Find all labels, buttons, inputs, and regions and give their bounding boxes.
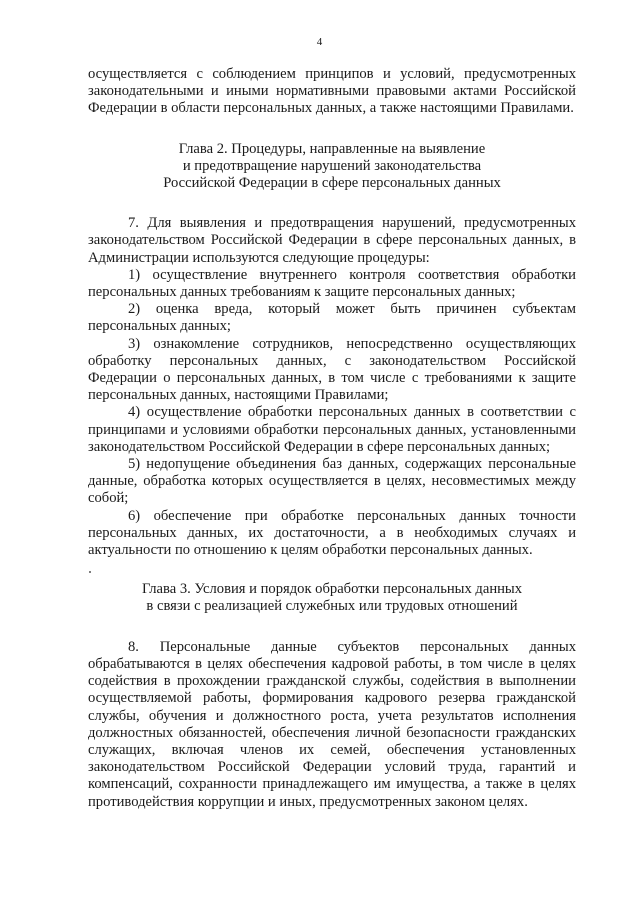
- clause-8: 8. Персональные данные субъектов персональных данных обрабатываются в целях обеспечения кадровой работы, в том числе в целях содействия в прохождении гражданской службы, содействия в выполнении осуществляемой работы, формирования кадрового резерва гражданской службы, обучения и должностного роста, учета результатов исполнения должностных обязанностей, обеспечения личной безопасности гражданских служащих, включая членов их семей, обеспечения установленных законодательством Российской Федерации условий труда, гарантий и компенсаций, сохранности принадлежащего им имущества, а также в целях противодействия коррупции и иных, предусмотренных законом целях.: [88, 638, 576, 810]
- procedure-item: 5) недопущение объединения баз данных, содержащих персональные данные, обработка которых осуществляется в целях, несовместимых между собой;: [88, 456, 576, 507]
- chapter-3-title-line: в связи с реализацией служебных или трудовых отношений: [146, 598, 518, 615]
- page-number: 4: [316, 36, 323, 48]
- procedure-item: 4) осуществление обработки персональных данных в соответствии с принципами и условиями обработки персональных данных, установленными законодательством Российской Федерации в сфере персональных данных;: [88, 404, 576, 455]
- chapter-2-title-line: Российской Федерации в сфере персональных данных: [163, 175, 501, 192]
- procedure-item: 1) осуществление внутреннего контроля соответствия обработки персональных данных требованиям к защите персональных данных;: [88, 266, 576, 301]
- scan-speck: [89, 571, 91, 573]
- procedure-item: 2) оценка вреда, который может быть причинен субъектам персональных данных;: [88, 301, 576, 335]
- chapter-3-heading: [88, 581, 576, 615]
- procedure-item: 3) ознакомление сотрудников, непосредственно осуществляющих обработку персональных данных, с законодательством Российской Федерации о персональных данных, в том числе с требованиями к защите персональных данных, настоящими Правилами;: [88, 335, 576, 404]
- intro-paragraph: осуществляется с соблюдением принципов и условий, предусмотренных законодательными и иными нормативными правовыми актами Российской Федерации в области персональных данных, а также настоящими Правилами.: [88, 66, 576, 117]
- procedure-item: 6) обеспечение при обработке персональных данных точности персональных данных, их достаточности, а в необходимых случаях и актуальности по отношению к целям обработки персональных данных.: [88, 507, 576, 559]
- chapter-2-title-line: Глава 2. Процедуры, направленные на выявление: [178, 140, 486, 157]
- chapter-2-title-line: и предотвращение нарушений законодательства: [182, 157, 482, 174]
- chapter-2-heading: [88, 141, 576, 193]
- clause-7-intro: 7. Для выявления и предотвращения нарушений, предусмотренных законодательством Российской Федерации в сфере персональных данных, в Администрации используются следующие процедуры:: [88, 215, 576, 266]
- document-body: [88, 66, 576, 811]
- chapter-3-title-line: Глава 3. Условия и порядок обработки персональных данных: [141, 581, 523, 598]
